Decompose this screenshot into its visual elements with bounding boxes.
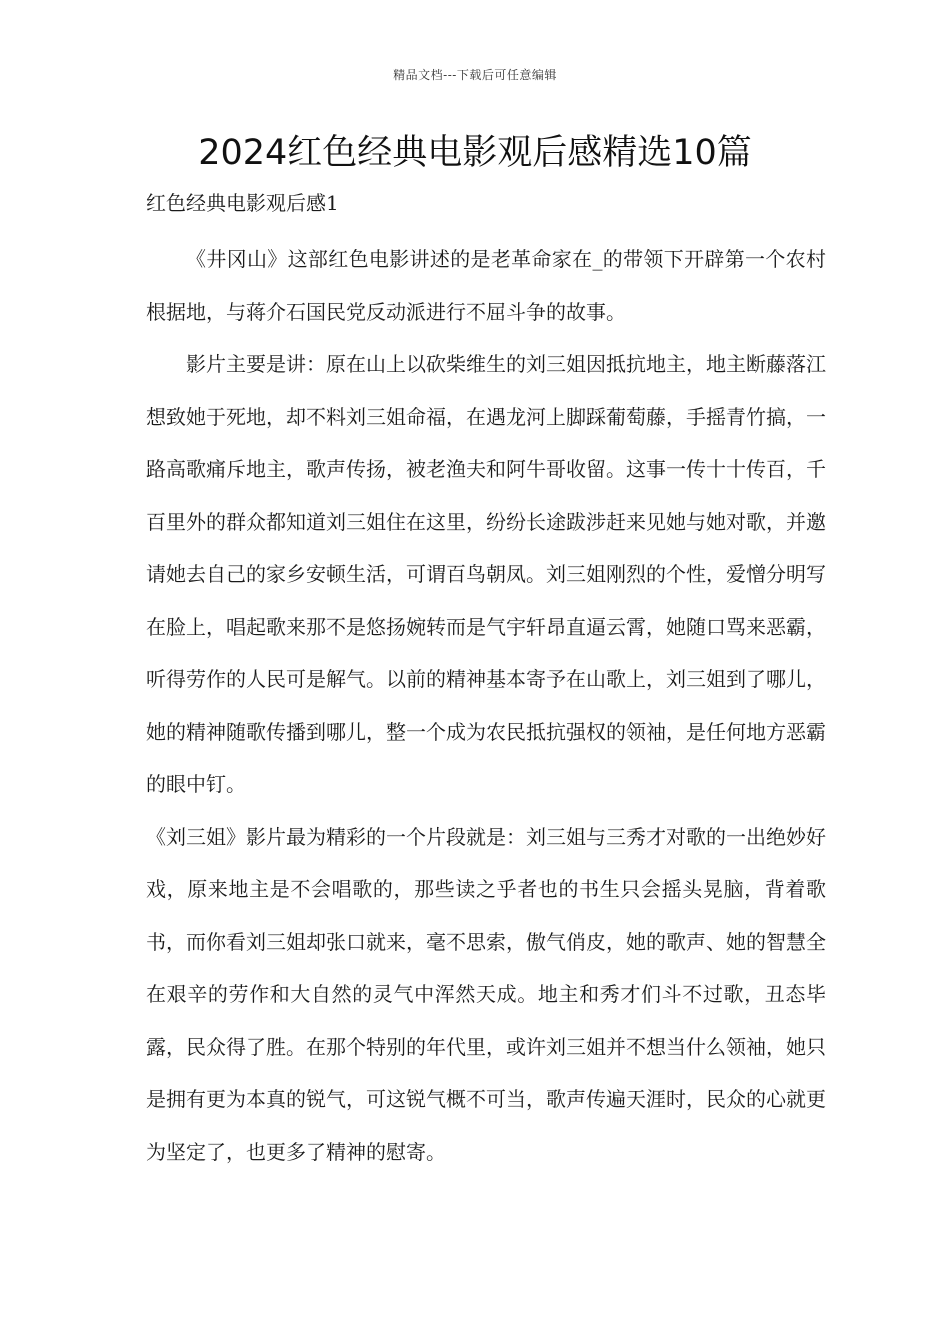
page-header: 精品文档---下载后可任意编辑 [393, 68, 557, 82]
section-heading: 红色经典电影观后感1 [146, 191, 339, 215]
paragraph-3: 《刘三姐》影片最为精彩的一个片段就是：刘三姐与三秀才对歌的一出绝妙好戏，原来地主是不会唱歌的，那些读之乎者也的书生只会摇头晃脑，背着歌书，而你看刘三姐却张口就来，毫不思索，傲气俏皮，她的歌声、她的智慧全在艰辛的劳作和大自然的灵气中浑然天成。地主和秀才们斗不过歌，丑态毕露，民众得了胜。在那个特别的年代里，或许刘三姐并不想当什么领袖，她只是拥有更为本真的锐气，可这锐气概不可当，歌声传遍天涯时，民众的心就更为坚定了，也更多了精神的慰寄。 [146, 824, 826, 1164]
paragraph-2: 影片主要是讲：原在山上以砍柴维生的刘三姐因抵抗地主，地主断藤落江想致她于死地，却不料刘三姐命福，在遇龙河上脚踩葡萄藤，手摇青竹搞，一路高歌痛斥地主，歌声传扬，被老渔夫和阿牛哥收留。这事一传十十传百，千百里外的群众都知道刘三姐住在这里，纷纷长途跋涉赶来见她与她对歌，并邀请她去自己的家乡安顿生活，可谓百鸟朝凤。刘三姐刚烈的个性，爱憎分明写在脸上，唱起歌来那不是悠扬婉转而是气宇轩昂直逼云霄，她随口骂来恶霸，听得劳作的人民可是解气。以前的精神基本寄予在山歌上，刘三姐到了哪儿，她的精神随歌传播到哪儿，整一个成为农民抵抗强权的领袖，是任何地方恶霸的眼中钉。 [146, 352, 826, 796]
document-title: 2024红色经典电影观后感精选10篇 [198, 133, 752, 173]
paragraph-1: 《井冈山》这部红色电影讲述的是老革命家在_的带领下开辟第一个农村根据地，与蒋介石国民党反动派进行不屈斗争的故事。 [146, 247, 826, 324]
document-body [146, 182, 826, 1178]
